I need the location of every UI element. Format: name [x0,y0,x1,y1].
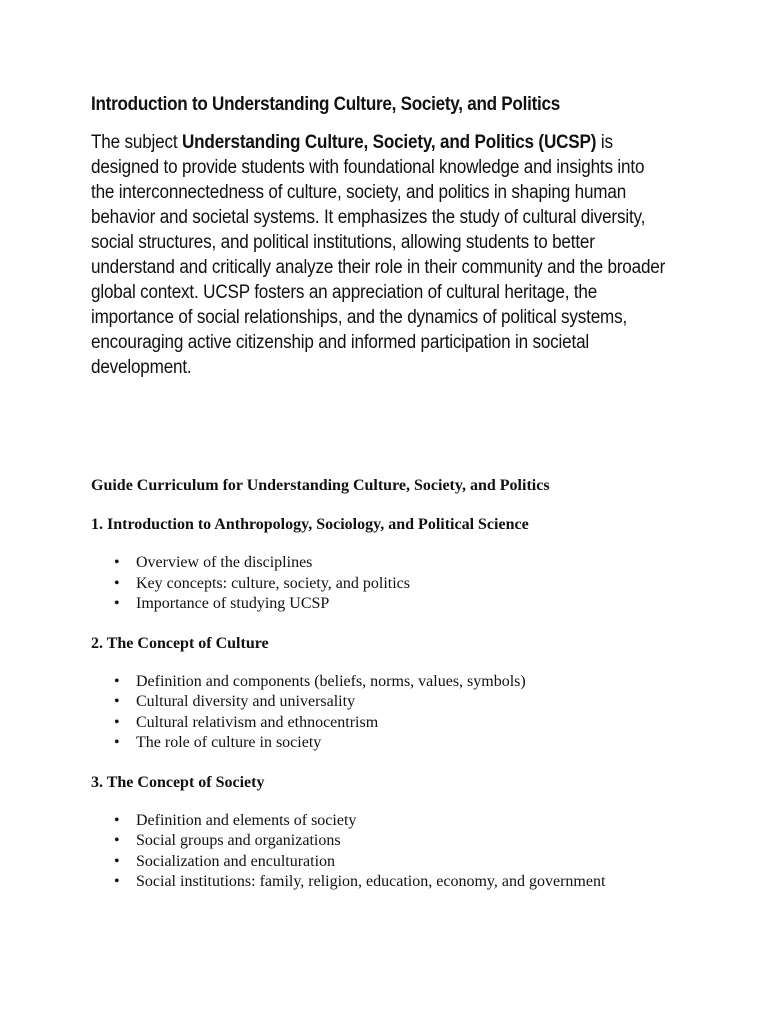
list-item [114,553,731,574]
list-item-text: Definition and elements of society [136,811,357,829]
curriculum-section [91,475,731,911]
bullet-icon: • [114,811,120,829]
list-item-text: Key concepts: culture, society, and politics [136,574,410,592]
section-title: 1. Introduction to Anthropology, Sociology, and Political Science [91,516,529,533]
list-item-text: Cultural relativism and ethnocentrism [136,713,379,731]
intro-paragraph-subject: Understanding Culture, Society, and Politics (UCSP) [181,132,597,153]
bullet-icon: • [114,595,120,612]
list-item [114,733,731,754]
list-item-text: Overview of the disciplines [136,554,313,571]
curriculum-heading: Guide Curriculum for Understanding Culture, Society, and Politics [91,477,550,494]
list-item [114,811,731,832]
bullet-icon: • [114,693,120,710]
section-title: 3. The Concept of Society [91,773,265,791]
list-item [114,574,731,595]
list-item [114,713,731,734]
bullet-icon: • [114,574,120,592]
intro-paragraph-body: is designed to provide students with foundational knowledge and insights into the interconnectedness of culture, society, and politics in shaping human behavior and societal systems. It emphasizes the study of cultural diversity, social structures, and political institutions, allowing students to better understand and critically analyze their role in their community and the broader global context. UCSP fosters an appreciation of cultural heritage, the importance of social relationships, and the dynamics of political systems, encouraging active citizenship and informed participation in societal development. [91,132,666,378]
bullet-icon: • [114,852,120,870]
intro-paragraph [91,130,667,380]
list-item [114,672,731,693]
list-item-text: Social groups and organizations [136,832,341,849]
section-list [91,553,731,615]
section-list [91,811,731,893]
bullet-icon: • [114,672,120,690]
section-title: 2. The Concept of Culture [91,634,269,652]
list-item-text: Cultural diversity and universality [136,693,356,710]
bullet-icon: • [114,734,120,751]
bullet-icon: • [114,873,120,890]
list-item-text: Importance of studying UCSP [136,595,330,612]
bullet-icon: • [114,554,120,571]
intro-title: Introduction to Understanding Culture, Society, and Politics [91,94,560,115]
list-item-text: Social institutions: family, religion, education, economy, and government [136,873,606,890]
list-item-text: The role of culture in society [136,734,322,751]
list-item [114,692,731,713]
list-item [114,831,731,852]
list-item [114,594,731,615]
list-item [114,852,731,873]
list-item-text: Definition and components (beliefs, norms, values, symbols) [136,672,526,690]
list-item [114,872,731,893]
bullet-icon: • [114,832,120,849]
section-list [91,672,731,754]
bullet-icon: • [114,713,120,731]
intro-paragraph-lead: The subject [91,132,182,153]
list-item-text: Socialization and enculturation [136,852,336,870]
intro-section [91,92,691,380]
